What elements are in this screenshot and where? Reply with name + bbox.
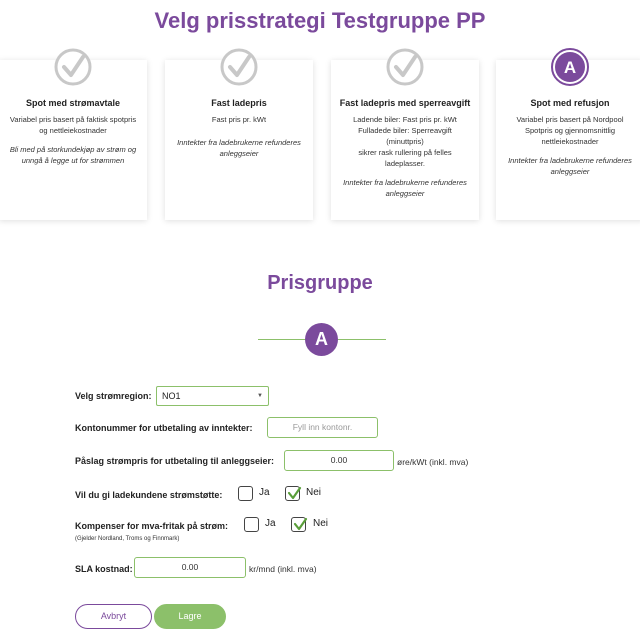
markup-unit: øre/kWt (inkl. mva) xyxy=(397,457,469,467)
card-note: Inntekter fra ladebrukerne refunderes anleggseier xyxy=(508,156,632,176)
strategy-card-fast-ladepris[interactable] xyxy=(165,60,313,220)
strategy-card-spot-refusjon[interactable] xyxy=(496,60,640,220)
check-circle-icon xyxy=(53,47,93,87)
card-title: Fast ladepris med sperreavgift xyxy=(339,98,471,108)
section-title-prisgruppe: Prisgruppe xyxy=(267,272,373,294)
card-description: Ladende biler: Fast pris pr. kWt Fulladede biler: Sperreavgift (minuttpris) sikrer rask rullering på felles ladeplasser. xyxy=(353,115,457,168)
divider-left xyxy=(258,339,306,340)
vat-yes-label: Ja xyxy=(265,518,276,529)
card-title: Fast ladepris xyxy=(211,98,267,108)
card-description: Variabel pris basert på Nordpool Spotpris og gjennomsnittlig nettleiekostnader xyxy=(516,115,624,146)
page-title: Velg prisstrategi Testgruppe PP xyxy=(154,8,486,33)
sla-unit: kr/mnd (inkl. mva) xyxy=(249,564,317,574)
chevron-down-icon: ▼ xyxy=(257,393,263,399)
sla-input[interactable]: 0.00 xyxy=(134,557,246,578)
support-yes-checkbox[interactable] xyxy=(238,486,253,501)
card-title: Spot med refusjon xyxy=(530,98,610,108)
sla-label: SLA kostnad: xyxy=(75,564,133,574)
vat-no-label: Nei xyxy=(313,518,329,529)
card-note: Bli med på storkundekjøp av strøm og unngå å legge ut for strømmen xyxy=(9,145,137,165)
card-description: Fast pris pr. kWt xyxy=(211,115,267,124)
account-number-input[interactable]: Fyll inn kontonr. xyxy=(267,417,378,438)
card-note: Inntekter fra ladebrukerne refunderes anleggseier xyxy=(343,178,467,198)
region-select[interactable] xyxy=(156,386,269,406)
account-label: Kontonummer for utbetaling av inntekter: xyxy=(75,423,253,433)
card-note: Inntekter fra ladebrukerne refunderes anleggseier xyxy=(177,138,301,158)
support-no-label: Nei xyxy=(306,487,322,498)
vat-yes-checkbox[interactable] xyxy=(244,517,259,532)
markup-label: Påslag strømpris for utbetaling til anleggseier: xyxy=(75,456,275,466)
price-group-badge: A xyxy=(305,323,338,356)
group-a-badge-icon xyxy=(550,47,590,87)
markup-input[interactable]: 0.00 xyxy=(284,450,394,471)
divider-right xyxy=(338,339,386,340)
vat-sublabel: (Gjelder Nordland, Troms og Finnmark) xyxy=(75,536,180,542)
strategy-card-fast-ladepris-sperreavgift[interactable] xyxy=(331,60,479,220)
check-icon xyxy=(292,516,309,533)
support-label: Vil du gi ladekundene strømstøtte: xyxy=(75,490,223,500)
cancel-button[interactable]: Avbryt xyxy=(75,604,152,629)
check-circle-icon xyxy=(219,47,259,87)
strategy-card-spot-stromavtale[interactable] xyxy=(0,60,147,220)
region-label: Velg strømregion: xyxy=(75,391,152,401)
save-button[interactable]: Lagre xyxy=(154,604,226,629)
check-circle-icon xyxy=(385,47,425,87)
vat-label: Kompenser for mva-fritak på strøm: xyxy=(75,521,229,531)
card-title: Spot med strømavtale xyxy=(25,98,121,108)
check-icon xyxy=(286,485,303,502)
card-description: Variabel pris basert på faktisk spotpris og nettleiekostnader xyxy=(9,115,137,135)
support-yes-label: Ja xyxy=(259,487,270,498)
region-select-value: NO1 xyxy=(162,391,181,401)
vat-no-checkbox[interactable] xyxy=(291,517,306,532)
support-no-checkbox[interactable] xyxy=(285,486,300,501)
svg-text:A: A xyxy=(563,58,577,77)
